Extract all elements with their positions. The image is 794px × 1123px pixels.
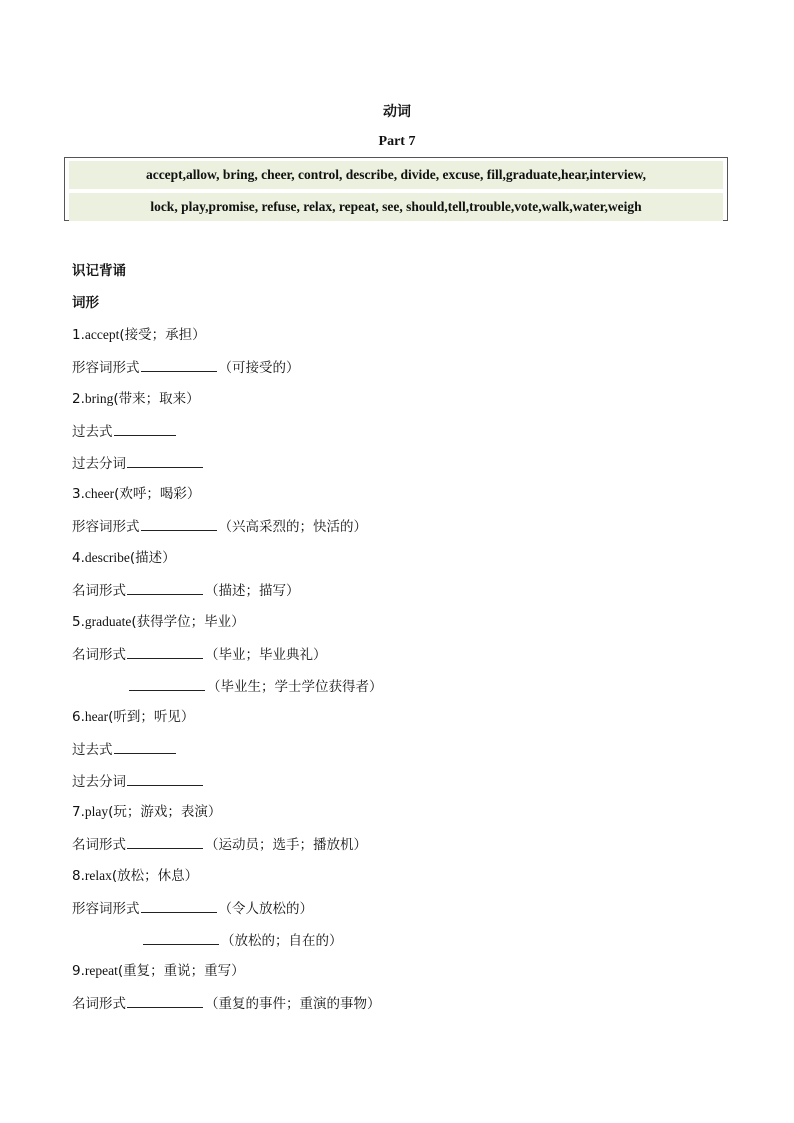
item-6-form-past xyxy=(72,740,178,759)
item-number: 2. xyxy=(72,391,85,407)
headword: cheer xyxy=(84,486,115,501)
form-label: 名词形式 xyxy=(72,647,126,663)
answer-blank[interactable] xyxy=(127,645,203,659)
item-number: 7. xyxy=(72,804,85,820)
meaning: (接受；承担） xyxy=(119,327,206,343)
headword: describe xyxy=(84,550,130,565)
item-9-headword xyxy=(72,962,245,980)
answer-blank[interactable] xyxy=(127,772,203,786)
form-hint: （令人放松的） xyxy=(218,901,313,917)
meaning: (玩；游戏；表演） xyxy=(108,804,222,820)
answer-blank[interactable] xyxy=(141,899,217,913)
answer-blank[interactable] xyxy=(141,358,217,372)
answer-blank[interactable] xyxy=(127,835,203,849)
answer-blank[interactable] xyxy=(127,994,203,1008)
form-label: 过去分词 xyxy=(72,774,126,790)
form-label: 形容词形式 xyxy=(72,360,140,376)
item-8-form xyxy=(72,899,313,918)
form-label: 过去式 xyxy=(72,424,113,440)
form-label: 形容词形式 xyxy=(72,901,140,917)
meaning: (带来；取来） xyxy=(113,391,200,407)
meaning: (听到；听见） xyxy=(108,709,195,725)
item-2-form-participle xyxy=(72,454,205,473)
item-6-headword xyxy=(72,708,194,726)
answer-blank[interactable] xyxy=(143,931,219,945)
item-2-headword xyxy=(72,390,200,408)
headword: accept xyxy=(84,327,120,342)
form-label: 名词形式 xyxy=(72,837,126,853)
form-label: 名词形式 xyxy=(72,583,126,599)
headword: bring xyxy=(84,391,114,406)
item-3-headword xyxy=(72,485,200,503)
meaning: (欢呼；喝彩） xyxy=(114,486,201,502)
item-5-headword xyxy=(72,613,245,631)
item-8-headword xyxy=(72,867,198,885)
meaning: (重复；重说；重写） xyxy=(117,963,245,979)
item-7-form xyxy=(72,835,367,854)
item-4-form xyxy=(72,581,300,600)
section-heading: 识记背诵 xyxy=(72,263,126,279)
form-label: 过去分词 xyxy=(72,456,126,472)
meaning: (获得学位；毕业） xyxy=(131,614,245,630)
headword: graduate xyxy=(84,614,132,629)
headword: repeat xyxy=(84,963,118,978)
meaning: (放松；休息） xyxy=(111,868,199,884)
item-8-form-2 xyxy=(142,931,343,950)
item-number: 4. xyxy=(72,550,85,566)
word-list-row-2: lock, play,promise, refuse, relax, repeat, see, should,tell,trouble,vote,walk,water,weigh xyxy=(69,193,723,221)
headword: play xyxy=(84,804,109,819)
section-subheading: 词形 xyxy=(72,295,99,311)
form-hint: （毕业生；学士学位获得者） xyxy=(207,679,383,695)
item-3-form xyxy=(72,517,367,536)
item-number: 6. xyxy=(72,709,85,725)
item-6-form-participle xyxy=(72,772,205,791)
headword: hear xyxy=(84,709,109,724)
item-9-form xyxy=(72,994,381,1013)
item-number: 9. xyxy=(72,963,85,979)
answer-blank[interactable] xyxy=(114,740,176,754)
part-label: Part 7 xyxy=(378,134,416,149)
answer-blank[interactable] xyxy=(129,677,205,691)
headword: relax xyxy=(84,868,112,883)
form-label: 过去式 xyxy=(72,742,113,758)
item-1-headword xyxy=(72,326,206,344)
item-7-headword xyxy=(72,803,221,821)
item-number: 3. xyxy=(72,486,85,502)
item-number: 8. xyxy=(72,868,85,884)
form-hint: （重复的事件；重演的事物） xyxy=(205,996,381,1012)
form-hint: （兴高采烈的；快活的） xyxy=(218,519,367,535)
answer-blank[interactable] xyxy=(141,517,217,531)
item-number: 1. xyxy=(72,327,85,343)
item-5-form xyxy=(72,645,327,664)
answer-blank[interactable] xyxy=(114,422,176,436)
answer-blank[interactable] xyxy=(127,454,203,468)
form-hint: （运动员；选手；播放机） xyxy=(205,837,367,853)
word-list-box xyxy=(64,157,728,221)
item-5-form-2 xyxy=(128,677,383,696)
form-label: 形容词形式 xyxy=(72,519,140,535)
meaning: (描述） xyxy=(129,550,176,566)
item-4-headword xyxy=(72,549,176,567)
answer-blank[interactable] xyxy=(127,581,203,595)
item-number: 5. xyxy=(72,614,85,630)
form-hint: （描述；描写） xyxy=(205,583,300,599)
page-title: 动词 xyxy=(383,104,411,120)
word-list-row-1: accept,allow, bring, cheer, control, describe, divide, excuse, fill,graduate,hear,interview, xyxy=(69,161,723,189)
item-1-form xyxy=(72,358,300,377)
form-label: 名词形式 xyxy=(72,996,126,1012)
item-2-form-past xyxy=(72,422,178,441)
form-hint: （可接受的） xyxy=(218,360,300,376)
form-hint: （放松的；自在的） xyxy=(221,933,343,949)
form-hint: （毕业；毕业典礼） xyxy=(205,647,327,663)
